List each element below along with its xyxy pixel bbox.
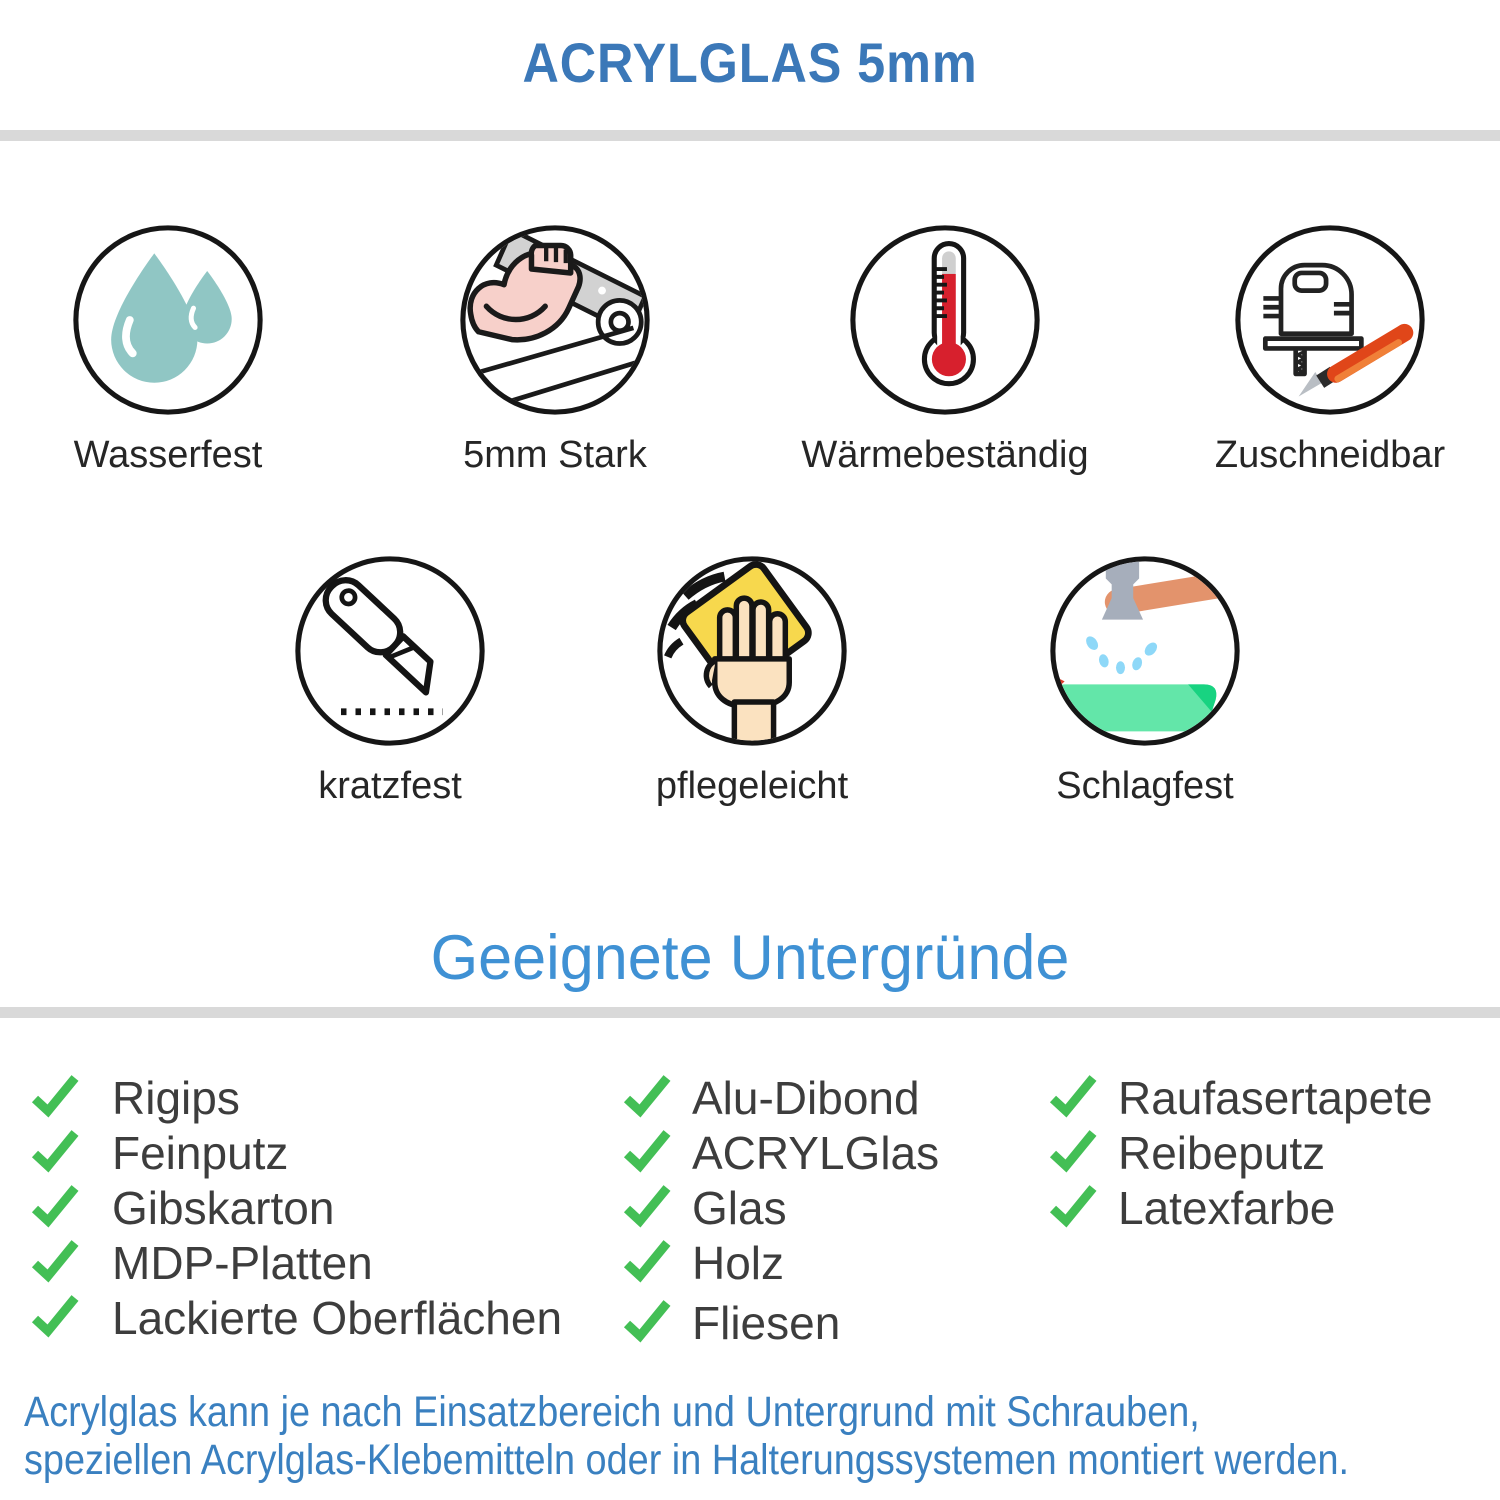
feature-5mm-stark [457, 222, 653, 476]
jigsaw-icon [1232, 222, 1428, 418]
checkmark-icon [622, 1182, 672, 1233]
feature-pflegeleicht [654, 553, 850, 807]
substrate-item-lackierte-oberflaechen [30, 1290, 562, 1345]
water-drops-icon [70, 222, 266, 418]
substrate-item-raufasertapete [1048, 1070, 1433, 1125]
divider-top [0, 130, 1500, 141]
substrate-item-acrylglas [622, 1125, 939, 1180]
substrate-item-gibskarton [30, 1180, 334, 1235]
substrate-item-feinputz [30, 1125, 288, 1180]
substrate-label: Lackierte Oberflächen [112, 1291, 563, 1344]
substrate-label: ACRYLGlas [692, 1126, 940, 1179]
page-title: ACRYLGLAS 5mm [522, 31, 978, 94]
footer-line-2: speziellen Acrylglas-Klebemitteln oder in Halterungssystemen montiert werden. [24, 1436, 1350, 1484]
checkmark-icon [622, 1127, 672, 1178]
feature-label-pflegeleicht: pflegeleicht [655, 765, 849, 807]
substrate-label: Rigips [112, 1071, 240, 1124]
substrate-item-reibeputz [1048, 1125, 1325, 1180]
checkmark-icon [1048, 1182, 1098, 1233]
substrate-label: Fliesen [692, 1296, 841, 1349]
feature-schlagfest [1047, 553, 1243, 807]
substrate-label: Gibskarton [112, 1181, 335, 1234]
checkmark-icon [30, 1127, 80, 1178]
feature-label-schlagfest: Schlagfest [1056, 765, 1234, 807]
substrate-label: Glas [692, 1181, 787, 1234]
thermometer-icon [847, 222, 1043, 418]
feature-label-waermebestaendig: Wärmebeständig [801, 434, 1089, 476]
substrate-item-fliesen [622, 1295, 840, 1350]
substrate-label: Reibeputz [1118, 1126, 1326, 1179]
substrate-label: MDP-Platten [112, 1236, 373, 1289]
checkmark-icon [622, 1297, 672, 1348]
hammer-icon [1047, 553, 1243, 749]
divider-middle [0, 1007, 1500, 1018]
checkmark-icon [1048, 1072, 1098, 1123]
flexed-arm-icon [457, 222, 653, 418]
utility-knife-icon [292, 553, 488, 749]
checkmark-icon [30, 1182, 80, 1233]
checkmark-icon [622, 1237, 672, 1288]
substrate-item-rigips [30, 1070, 240, 1125]
feature-wasserfest [70, 222, 266, 476]
checkmark-icon [30, 1237, 80, 1288]
substrate-item-mdp-platten [30, 1235, 373, 1290]
checkmark-icon [1048, 1127, 1098, 1178]
footer-note [24, 1388, 1349, 1484]
substrate-label: Raufasertapete [1118, 1071, 1433, 1124]
substrate-item-glas [622, 1180, 787, 1235]
checkmark-icon [622, 1072, 672, 1123]
substrate-label: Holz [692, 1236, 785, 1289]
substrate-label: Alu-Dibond [692, 1071, 920, 1124]
substrate-label: Feinputz [112, 1126, 289, 1179]
checkmark-icon [30, 1292, 80, 1343]
substrates-heading: Geeignete Untergründe [430, 923, 1070, 993]
feature-kratzfest [292, 553, 488, 807]
feature-waermebestaendig [801, 222, 1089, 476]
substrate-label: Latexfarbe [1118, 1181, 1336, 1234]
feature-label-wasserfest: Wasserfest [73, 434, 263, 476]
feature-label-zuschneidbar: Zuschneidbar [1214, 434, 1446, 476]
feature-label-5mm-stark: 5mm Stark [463, 434, 647, 476]
substrate-item-holz [622, 1235, 784, 1290]
substrate-item-alu-dibond [622, 1070, 920, 1125]
hand-cloth-icon [654, 553, 850, 749]
substrate-item-latexfarbe [1048, 1180, 1335, 1235]
feature-label-kratzfest: kratzfest [318, 765, 462, 807]
footer-line-1: Acrylglas kann je nach Einsatzbereich und Untergrund mit Schrauben, [24, 1388, 1200, 1436]
feature-zuschneidbar [1214, 222, 1446, 476]
checkmark-icon [30, 1072, 80, 1123]
